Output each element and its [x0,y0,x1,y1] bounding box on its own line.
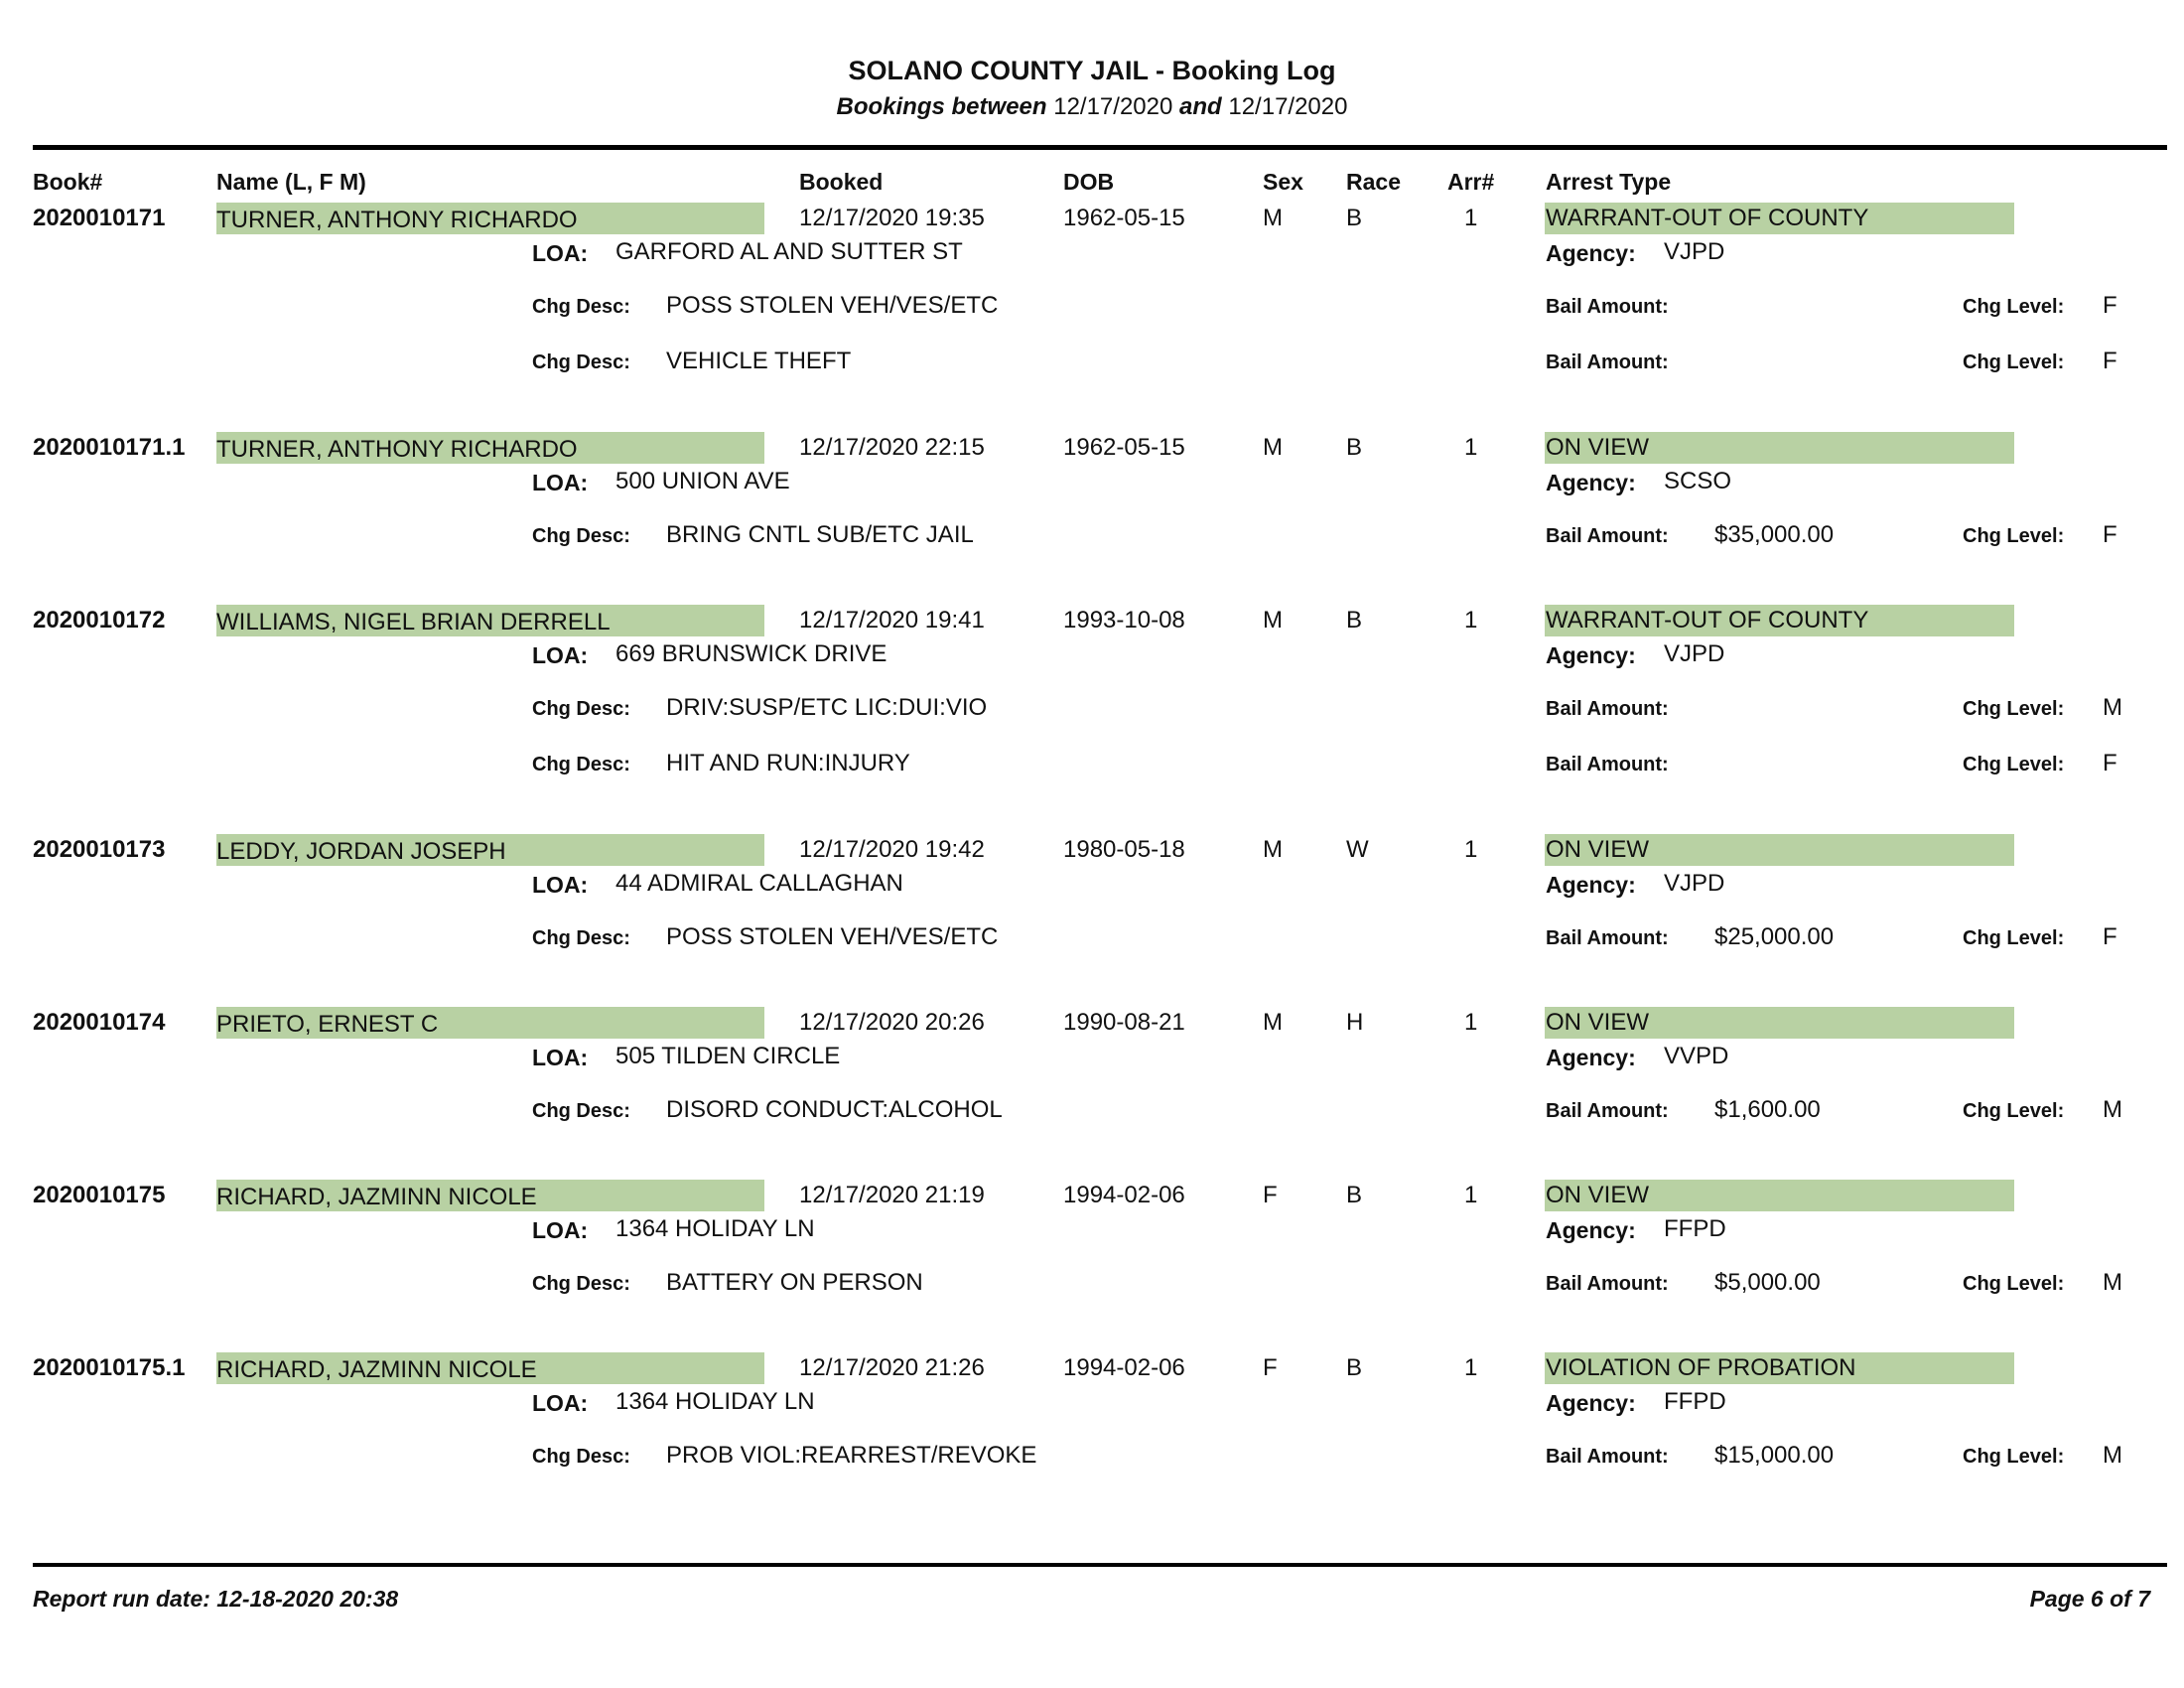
report-subtitle [0,93,2184,121]
loa-label: LOA: [532,240,589,266]
booked-datetime: 12/17/2020 21:26 [799,1354,985,1381]
chg-desc-label: Chg Desc: [532,352,630,373]
book-number: 2020010175 [33,1182,166,1208]
chg-level-value: M [2103,1269,2122,1296]
chg-desc-value: DISORD CONDUCT:ALCOHOL [666,1096,1003,1123]
chg-level-label: Chg Level: [1963,1446,2065,1468]
dob: 1962-05-15 [1063,434,1185,461]
chg-level-value: F [2103,348,2117,374]
chg-desc-value: PROB VIOL:REARREST/REVOKE [666,1442,1037,1469]
inmate-name: RICHARD, JAZMINN NICOLE [216,1184,537,1210]
chg-desc-value: POSS STOLEN VEH/VES/ETC [666,923,999,950]
bail-amount-label: Bail Amount: [1546,754,1669,775]
chg-desc-label: Chg Desc: [532,1100,630,1122]
booked-datetime: 12/17/2020 19:42 [799,836,985,863]
sex: M [1263,836,1283,863]
agency-value: VVPD [1664,1043,1729,1069]
col-header-name: Name (L, F M) [216,169,366,195]
top-rule [33,145,2167,150]
chg-desc-label: Chg Desc: [532,1446,630,1468]
agency-label: Agency: [1546,872,1636,898]
agency-value: FFPD [1664,1388,1726,1415]
booked-datetime: 12/17/2020 19:35 [799,205,985,231]
dob: 1980-05-18 [1063,836,1185,863]
arrest-number: 1 [1464,1354,1478,1381]
agency-value: SCSO [1664,468,1732,494]
bail-amount-label: Bail Amount: [1546,525,1669,547]
arrest-number: 1 [1464,1009,1478,1036]
loa-value: 44 ADMIRAL CALLAGHAN [615,870,903,897]
race: W [1346,836,1369,863]
chg-level-value: F [2103,923,2117,950]
chg-desc-value: BRING CNTL SUB/ETC JAIL [666,521,974,548]
bail-amount-label: Bail Amount: [1546,927,1669,949]
arrest-number: 1 [1464,1182,1478,1208]
chg-level-label: Chg Level: [1963,927,2065,949]
bail-amount-value: $25,000.00 [1714,923,1835,950]
arrest-type: ON VIEW [1546,836,1650,863]
agency-value: FFPD [1664,1215,1726,1242]
chg-desc-value: DRIV:SUSP/ETC LIC:DUI:VIO [666,694,988,721]
book-number: 2020010171.1 [33,434,186,461]
sex: M [1263,1009,1283,1036]
chg-level-label: Chg Level: [1963,296,2065,318]
dob: 1994-02-06 [1063,1182,1185,1208]
chg-level-label: Chg Level: [1963,1273,2065,1295]
chg-level-value: M [2103,694,2122,721]
col-header-arrest-type: Arrest Type [1546,169,1672,195]
agency-value: VJPD [1664,238,1725,265]
booked-datetime: 12/17/2020 19:41 [799,607,985,633]
arrest-type: WARRANT-OUT OF COUNTY [1546,607,1869,633]
agency-label: Agency: [1546,1045,1636,1070]
bail-amount-label: Bail Amount: [1546,1273,1669,1295]
chg-desc-value: HIT AND RUN:INJURY [666,750,910,776]
loa-label: LOA: [532,642,589,668]
loa-value: GARFORD AL AND SUTTER ST [615,238,963,265]
chg-level-value: F [2103,750,2117,776]
report-title: SOLANO COUNTY JAIL - Booking Log [848,56,1336,85]
end-date: 12/17/2020 [1228,93,1348,120]
bottom-rule [33,1563,2167,1567]
bail-amount-label: Bail Amount: [1546,296,1669,318]
page-number: Page 6 of 7 [2029,1586,2150,1612]
chg-level-value: M [2103,1096,2122,1123]
col-header-race: Race [1346,169,1401,195]
bail-amount-value: $35,000.00 [1714,521,1835,548]
agency-label: Agency: [1546,1390,1636,1416]
loa-label: LOA: [532,1217,589,1243]
agency-label: Agency: [1546,240,1636,266]
loa-value: 505 TILDEN CIRCLE [615,1043,841,1069]
loa-value: 500 UNION AVE [615,468,790,494]
col-header-book: Book# [33,169,103,195]
arrest-number: 1 [1464,607,1478,633]
chg-desc-label: Chg Desc: [532,927,630,949]
booked-datetime: 12/17/2020 22:15 [799,434,985,461]
inmate-name: WILLIAMS, NIGEL BRIAN DERRELL [216,609,611,635]
chg-desc-label: Chg Desc: [532,296,630,318]
loa-label: LOA: [532,470,589,495]
arrest-type: ON VIEW [1546,1009,1650,1036]
arrest-number: 1 [1464,836,1478,863]
loa-value: 1364 HOLIDAY LN [615,1388,815,1415]
dob: 1990-08-21 [1063,1009,1185,1036]
bail-amount-label: Bail Amount: [1546,1100,1669,1122]
chg-level-value: M [2103,1442,2122,1469]
inmate-name: LEDDY, JORDAN JOSEPH [216,838,506,865]
book-number: 2020010171 [33,205,166,231]
chg-level-value: F [2103,292,2117,319]
race: B [1346,205,1363,231]
race: B [1346,1354,1363,1381]
chg-level-label: Chg Level: [1963,698,2065,720]
bail-amount-label: Bail Amount: [1546,698,1669,720]
agency-label: Agency: [1546,642,1636,668]
chg-level-label: Chg Level: [1963,754,2065,775]
subtitle-prefix: Bookings between [836,93,1047,120]
arrest-type: VIOLATION OF PROBATION [1546,1354,1856,1381]
arrest-type: WARRANT-OUT OF COUNTY [1546,205,1869,231]
arrest-number: 1 [1464,434,1478,461]
chg-level-value: F [2103,521,2117,548]
booked-datetime: 12/17/2020 21:19 [799,1182,985,1208]
chg-desc-value: BATTERY ON PERSON [666,1269,923,1296]
loa-label: LOA: [532,1045,589,1070]
inmate-name: TURNER, ANTHONY RICHARDO [216,436,578,463]
chg-desc-value: POSS STOLEN VEH/VES/ETC [666,292,999,319]
start-date: 12/17/2020 [1053,93,1173,120]
chg-desc-value: VEHICLE THEFT [666,348,852,374]
bail-amount-value: $1,600.00 [1714,1096,1821,1123]
chg-desc-label: Chg Desc: [532,525,630,547]
bail-amount-value: $15,000.00 [1714,1442,1835,1469]
chg-level-label: Chg Level: [1963,1100,2065,1122]
col-header-sex: Sex [1263,169,1303,195]
sex: F [1263,1182,1278,1208]
agency-value: VJPD [1664,640,1725,667]
bail-amount-value: $5,000.00 [1714,1269,1821,1296]
loa-label: LOA: [532,1390,589,1416]
booked-datetime: 12/17/2020 20:26 [799,1009,985,1036]
book-number: 2020010175.1 [33,1354,186,1381]
race: H [1346,1009,1364,1036]
agency-label: Agency: [1546,1217,1636,1243]
col-header-booked: Booked [799,169,884,195]
chg-level-label: Chg Level: [1963,525,2065,547]
arrest-number: 1 [1464,205,1478,231]
dob: 1993-10-08 [1063,607,1185,633]
bail-amount-label: Bail Amount: [1546,352,1669,373]
dob: 1962-05-15 [1063,205,1185,231]
book-number: 2020010174 [33,1009,166,1036]
book-number: 2020010172 [33,607,166,633]
agency-label: Agency: [1546,470,1636,495]
chg-desc-label: Chg Desc: [532,754,630,775]
bail-amount-label: Bail Amount: [1546,1446,1669,1468]
arrest-type: ON VIEW [1546,434,1650,461]
chg-desc-label: Chg Desc: [532,698,630,720]
race: B [1346,1182,1363,1208]
loa-label: LOA: [532,872,589,898]
book-number: 2020010173 [33,836,166,863]
col-header-arr: Arr# [1447,169,1495,195]
chg-level-label: Chg Level: [1963,352,2065,373]
dob: 1994-02-06 [1063,1354,1185,1381]
sex: M [1263,205,1283,231]
subtitle-and: and [1179,93,1222,120]
loa-value: 1364 HOLIDAY LN [615,1215,815,1242]
chg-desc-label: Chg Desc: [532,1273,630,1295]
agency-value: VJPD [1664,870,1725,897]
race: B [1346,434,1363,461]
sex: M [1263,607,1283,633]
loa-value: 669 BRUNSWICK DRIVE [615,640,887,667]
race: B [1346,607,1363,633]
inmate-name: TURNER, ANTHONY RICHARDO [216,207,578,233]
inmate-name: RICHARD, JAZMINN NICOLE [216,1356,537,1383]
report-run-date: Report run date: 12-18-2020 20:38 [33,1586,399,1612]
sex: M [1263,434,1283,461]
sex: F [1263,1354,1278,1381]
arrest-type: ON VIEW [1546,1182,1650,1208]
col-header-dob: DOB [1063,169,1115,195]
inmate-name: PRIETO, ERNEST C [216,1011,439,1038]
